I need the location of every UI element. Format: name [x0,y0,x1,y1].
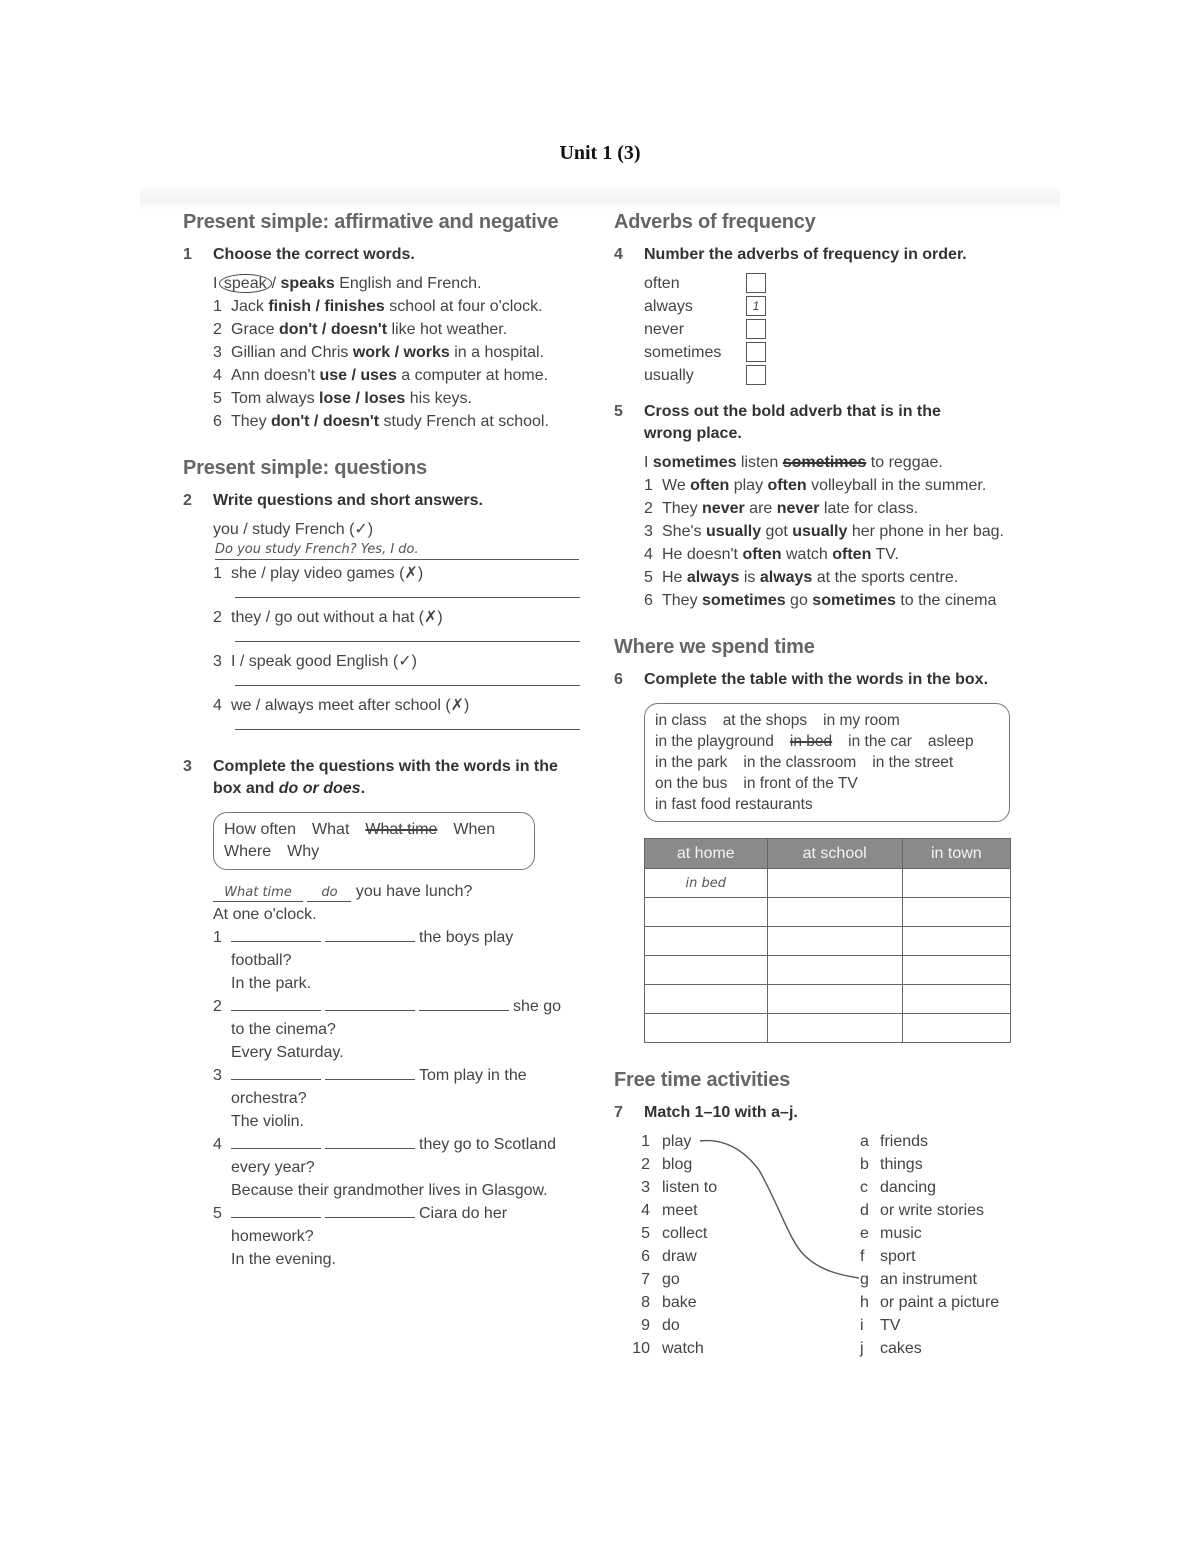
table-cell[interactable] [645,1014,768,1043]
match-left-item: 1 play [641,1133,692,1150]
exercise-5-instruction: 5 Cross out the bold adverb that is in the wrong place. [614,403,941,442]
box-word: in the park [655,754,728,771]
answer-blank[interactable] [325,1078,415,1080]
answer-blank[interactable] [231,1009,321,1011]
answer-blank[interactable] [231,1147,321,1149]
box-word: in class [655,712,707,729]
table-cell[interactable] [902,1014,1010,1043]
table-cell[interactable] [767,956,902,985]
exercise-5-item: 3 She's usually got usually her phone in her bag. [644,523,1004,540]
exercise-5-item: 5 He always is always at the sports centre. [644,569,959,586]
exercise-3-example: What time do you have lunch? At one o'clock. [213,883,473,923]
answer-blank[interactable] [231,1216,321,1218]
exercise-3-item: 2 she go to the cinema? Every Saturday. [213,998,562,1061]
box-word: in the street [872,754,954,771]
exercise-1-item: 2 Grace don't / doesn't like hot weather. [213,321,508,338]
order-box[interactable] [746,273,766,293]
exercise-3-item: 1 the boys play football? In the park. [213,929,514,992]
section-title-free-time: Free time activities [614,1069,791,1091]
exercise-2-item: 2 they / go out without a hat (✗) [213,609,443,626]
adverb-row: sometimes [614,341,1024,364]
table-cell[interactable] [902,985,1010,1014]
table-header: in town [902,839,1010,869]
adverb-row: often [614,272,1024,295]
table-row [645,927,1011,956]
box-word: in the classroom [743,754,857,771]
exercise-1-instruction: 1 Choose the correct words. [183,246,415,263]
exercise-3-item: 4 they go to Scotland every year? Because their grandmother lives in Glasgow. [213,1136,556,1199]
match-left-item: 9 do [641,1317,680,1334]
answer-line[interactable] [235,729,580,730]
order-box[interactable] [746,365,766,385]
table-row [645,869,1011,898]
left-column [183,205,583,1271]
match-right-item: h or paint a picture [860,1294,1000,1311]
answer-line[interactable] [235,641,580,642]
table-cell[interactable]: in bed [645,869,768,898]
exercise-1-item: 5 Tom always lose / loses his keys. [213,390,472,407]
exercise-1-item: 3 Gillian and Chris work / works in a hospital. [213,344,545,361]
table-cell[interactable] [767,869,902,898]
match-left-item: 10 watch [632,1340,704,1357]
table-row [645,898,1011,927]
exercise-7-instruction: 7 Match 1–10 with a–j. [614,1104,798,1121]
table-cell[interactable] [645,898,768,927]
exercise-1-item: 4 Ann doesn't use / uses a computer at home. [213,367,549,384]
exercise-3-items [183,926,583,1271]
box-word: in the playground [655,733,774,750]
match-right-item: e music [860,1225,922,1242]
section-title-present-simple: Present simple: affirmative and negative [183,211,559,233]
match-right-item: d or write stories [860,1202,985,1219]
exercise-5-item: 2 They never are never late for class. [644,500,919,517]
table-row [645,985,1011,1014]
exercise-2-items [183,562,583,730]
answer-blank[interactable] [231,940,321,942]
exercise-4-instruction: 4 Number the adverbs of frequency in order. [614,246,967,263]
section-title-questions: Present simple: questions [183,457,427,479]
section-title-adverbs: Adverbs of frequency [614,211,816,233]
exercise-2-item: 1 she / play video games (✗) [213,565,424,582]
match-right-item: b things [860,1156,923,1173]
answer-line[interactable] [235,685,580,686]
answer-blank[interactable] [419,1009,509,1011]
table-header: at home [645,839,768,869]
box-word: in my room [823,712,900,729]
match-right-item: f sport [860,1248,916,1265]
table-cell[interactable] [767,927,902,956]
exercise-2-instruction: 2 Write questions and short answers. [183,492,483,509]
order-box[interactable] [746,342,766,362]
word-box-line [655,731,999,752]
exercise-5-example: I sometimes listen sometimes to reggae. [644,454,943,471]
table-cell[interactable] [645,985,768,1014]
box-word: in bed [789,733,833,750]
adverb-row: always 1 [614,295,1024,318]
match-left-item: 5 collect [641,1225,708,1242]
box-word: in front of the TV [743,775,858,792]
box-word: in fast food restaurants [655,796,813,813]
exercise-5-item: 6 They sometimes go sometimes to the cinema [644,592,997,609]
word-box-line [655,794,999,815]
answer-blank[interactable] [325,1147,415,1149]
exercise-1-example: I speak / speaks English and French. [213,275,482,292]
answer-blank[interactable] [325,940,415,942]
exercise-3-item: 5 Ciara do her homework? In the evening. [213,1205,508,1268]
word-box-line [655,752,999,773]
exercise-3-word-box: How often What What time When Where Why [213,812,535,870]
exercise-4-items [614,272,1024,387]
word-box-line [655,773,999,794]
match-left-item: 8 bake [641,1294,697,1311]
exercise-5-items [614,474,1024,612]
exercise-3-item: 3 Tom play in the orchestra? The violin. [213,1067,527,1130]
box-word: in the car [848,733,912,750]
adverb-row: never [614,318,1024,341]
section-title-where: Where we spend time [614,636,815,658]
exercise-7-match [614,1130,1024,1365]
exercise-1-items [183,272,583,433]
match-left-item: 7 go [641,1271,680,1288]
page-title: Unit 1 (3) [559,142,641,164]
match-left-item: 2 blog [641,1156,693,1173]
exercise-1-item: 1 Jack finish / finishes school at four o'clock. [213,298,543,315]
box-word: asleep [927,733,974,750]
answer-blank[interactable] [325,1009,415,1011]
table-cell[interactable] [645,956,768,985]
table-cell[interactable] [902,898,1010,927]
match-right-item: j cakes [860,1340,922,1357]
match-right-item: g an instrument [860,1271,977,1288]
table-row [645,956,1011,985]
table-cell[interactable] [767,1014,902,1043]
exercise-2-example-answer: Do you study French? Yes, I do. [215,541,579,560]
match-left-item: 6 draw [641,1248,697,1265]
exercise-6-table [644,838,1011,1043]
table-cell[interactable] [767,898,902,927]
table-cell[interactable] [902,927,1010,956]
exercise-5-item: 4 He doesn't often watch often TV. [644,546,899,563]
table-cell[interactable] [645,927,768,956]
exercise-2-item: 4 we / always meet after school (✗) [213,697,470,714]
exercise-6-instruction: 6 Complete the table with the words in the box. [614,671,989,688]
answer-line[interactable] [235,597,580,598]
table-row [645,1014,1011,1043]
exercise-5-item: 1 We often play often volleyball in the summer. [644,477,987,494]
box-word: on the bus [655,775,728,792]
exercise-1-item: 6 They don't / doesn't study French at school. [213,413,549,430]
order-box[interactable]: 1 [746,296,766,316]
exercise-3-instruction: 3 Complete the questions with the words in the box and do or does. [183,758,558,797]
match-right-item: i TV [860,1317,901,1334]
adverb-row: usually [614,364,1024,387]
table-cell[interactable] [902,956,1010,985]
box-word: at the shops [722,712,808,729]
match-right-item: c dancing [860,1179,937,1196]
answer-blank[interactable] [325,1216,415,1218]
right-column [614,205,1024,1365]
exercise-2-item: 3 I / speak good English (✓) [213,653,417,670]
match-left-item: 4 meet [641,1202,698,1219]
exercise-6-word-box [644,703,1010,822]
table-cell[interactable] [902,869,1010,898]
order-box[interactable] [746,319,766,339]
exercise-2-example: you / study French (✓) [213,521,374,538]
match-left-item: 3 listen to [641,1179,718,1196]
table-header: at school [767,839,902,869]
match-right-item: a friends [860,1133,929,1150]
table-cell[interactable] [767,985,902,1014]
answer-blank[interactable] [231,1078,321,1080]
word-box-line [655,710,999,731]
